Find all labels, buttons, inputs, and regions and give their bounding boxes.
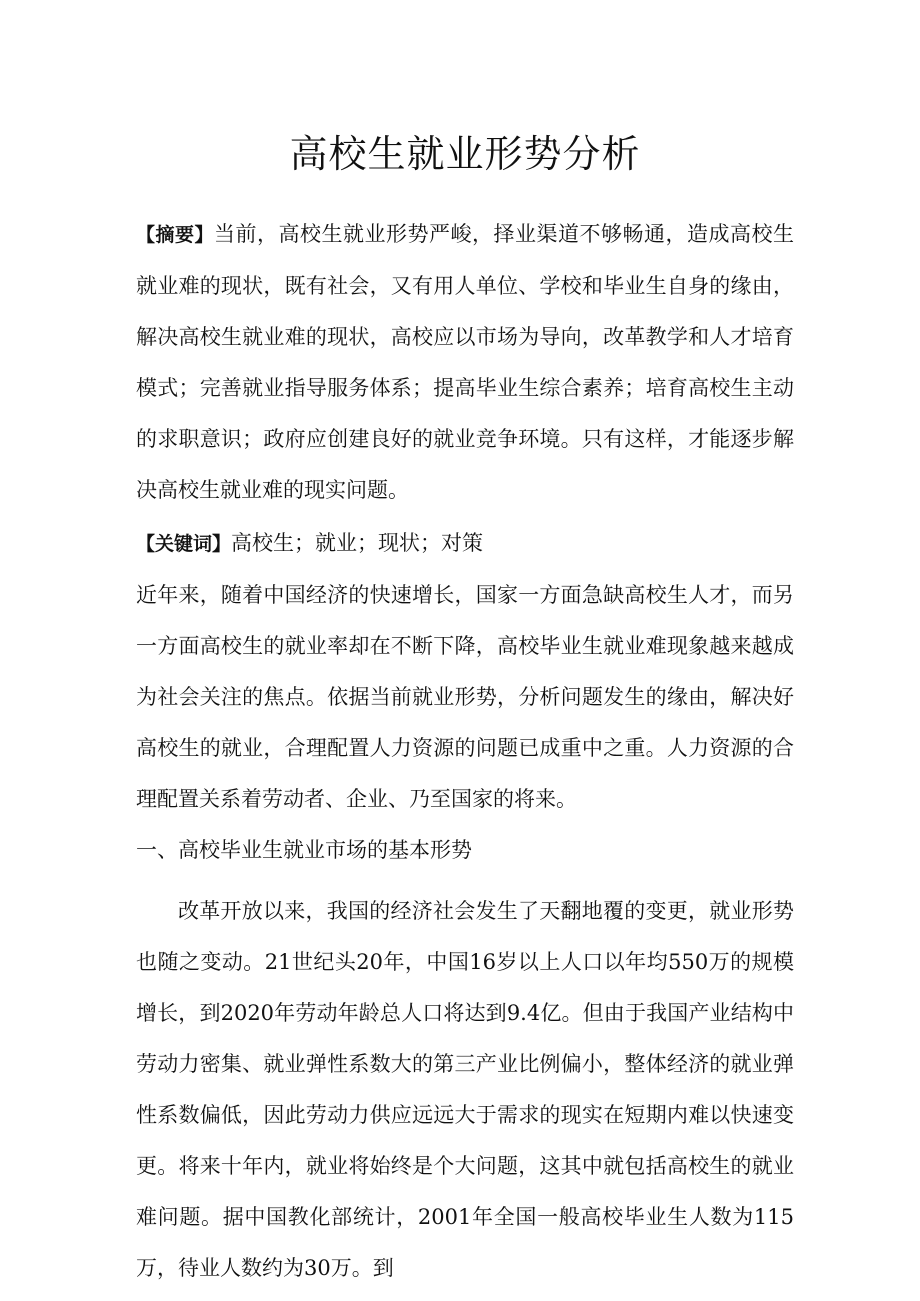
abstract-paragraph [136, 209, 794, 516]
abstract-label: 【摘要】 [136, 224, 214, 246]
intro-paragraph: 近年来，随着中国经济的快速增长，国家一方面急缺高校生人才，而另一方面高校生的就业率却在不断下降，高校毕业生就业难现象越来越成为社会关注的焦点。依据当前就业形势，分析问题发生的缘由，解决好高校生的就业，合理配置人力资源的问题已成重中之重。人力资源的合理配置关系着劳动者、企业、乃至国家的将来。 [136, 583, 794, 811]
keywords-text: 高校生；就业；现状；对策 [231, 531, 484, 555]
keywords-label: 【关键词】 [136, 533, 232, 555]
keywords-paragraph [136, 518, 794, 570]
section-heading: 一、高校毕业生就业市场的基本形势 [136, 838, 472, 862]
abstract-text: 当前，高校生就业形势严峻，择业渠道不够畅通，造成高校生就业难的现状，既有社会，又有用人单位、学校和毕业生自身的缘由，解决高校生就业难的现状，高校应以市场为导向，改革教学和人才培育模式；完善就业指导服务体系；提高毕业生综合素养；培育高校生主动的求职意识；政府应创建良好的就业竞争环境。只有这样，才能逐步解决高校生就业难的现实问题。 [136, 222, 794, 502]
section-body-paragraph: 改革开放以来，我国的经济社会发生了天翻地覆的变更，就业形势也随之变动。21世纪头20年，中国16岁以上人口以年均550万的规模增长，到2020年劳动年龄总人口将达到9.4亿。但由于我国产业结构中劳动力密集、就业弹性系数大的第三产业比例偏小，整体经济的就业弹性系数偏低，因此劳动力供应远远大于需求的现实在短期内难以快速变更。将来十年内，就业将始终是个大问题，这其中就包括高校生的就业难问题。据中国教化部统计，2001年全国一般高校毕业生人数为115万，待业人数约为30万。到 [136, 899, 794, 1280]
document-title: 高校生就业形势分析 [289, 132, 641, 176]
